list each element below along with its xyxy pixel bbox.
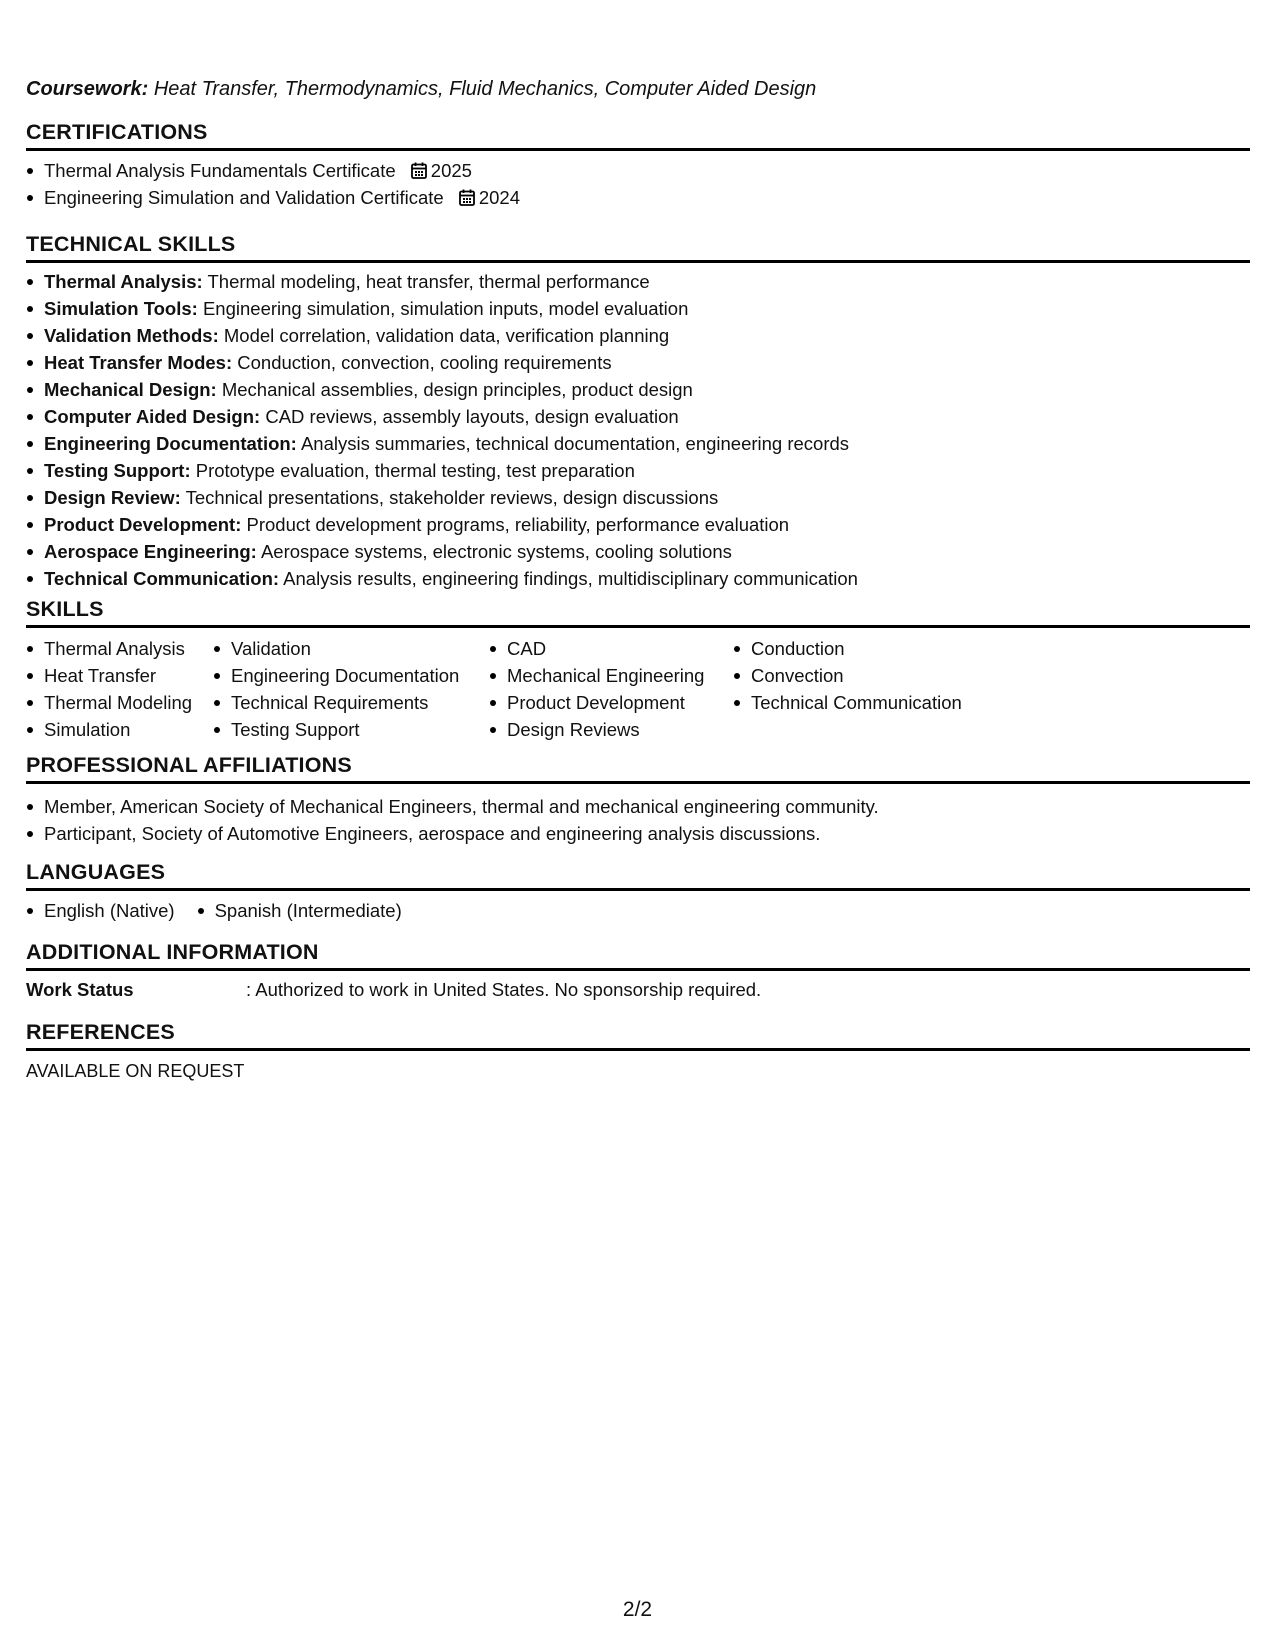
technical-skill-item [26, 268, 858, 295]
technical-skill-text: Analysis results, engineering findings, multidisciplinary communication [283, 568, 858, 589]
skills-column [26, 635, 192, 743]
technical-skill-item [26, 511, 858, 538]
certification-year: 2024 [478, 187, 520, 208]
skills-column [213, 635, 459, 743]
technical-skill-label: Heat Transfer Modes: [44, 352, 233, 373]
skill-item: Simulation [26, 716, 192, 743]
page-number: 2/2 [622, 1598, 653, 1621]
skill-item: Mechanical Engineering [489, 662, 704, 689]
affiliations-list [26, 793, 879, 847]
coursework-text: Heat Transfer, Thermodynamics, Fluid Mechanics, Computer Aided Design [153, 78, 817, 100]
certification-name: Thermal Analysis Fundamentals Certificate [44, 160, 396, 181]
work-status-value: : Authorized to work in United States. No sponsorship required. [246, 979, 762, 1000]
technical-skill-text: Conduction, convection, cooling requirements [237, 352, 612, 373]
technical-skill-text: Thermal modeling, heat transfer, thermal performance [207, 271, 650, 292]
technical-skills-list [26, 268, 858, 592]
technical-skill-text: CAD reviews, assembly layouts, design evaluation [265, 406, 679, 427]
certification-name: Engineering Simulation and Validation Certificate [44, 187, 444, 208]
calendar-icon [459, 186, 475, 213]
section-title-additional-information: ADDITIONAL INFORMATION [26, 940, 1250, 971]
technical-skill-label: Validation Methods: [44, 325, 219, 346]
coursework-line [26, 78, 816, 101]
technical-skill-item [26, 376, 858, 403]
technical-skill-text: Product development programs, reliability, performance evaluation [246, 514, 790, 535]
skills-column [733, 635, 962, 716]
skill-item: CAD [489, 635, 704, 662]
section-title-technical-skills: TECHNICAL SKILLS [26, 232, 1250, 263]
technical-skill-item [26, 349, 858, 376]
skill-item: Product Development [489, 689, 704, 716]
calendar-icon [411, 159, 427, 186]
skill-item: Thermal Analysis [26, 635, 192, 662]
skill-item: Heat Transfer [26, 662, 192, 689]
section-title-professional-affiliations: PROFESSIONAL AFFILIATIONS [26, 753, 1250, 784]
technical-skill-text: Aerospace systems, electronic systems, cooling solutions [260, 541, 732, 562]
languages-list [26, 900, 402, 922]
skill-item: Testing Support [213, 716, 459, 743]
skill-item: Convection [733, 662, 962, 689]
technical-skill-item [26, 484, 858, 511]
technical-skill-label: Computer Aided Design: [44, 406, 261, 427]
references-text: AVAILABLE ON REQUEST [26, 1061, 245, 1081]
skills-column [489, 635, 704, 743]
technical-skill-label: Technical Communication: [44, 568, 280, 589]
technical-skill-text: Analysis summaries, technical documentation, engineering records [300, 433, 850, 454]
technical-skill-label: Mechanical Design: [44, 379, 217, 400]
technical-skill-text: Mechanical assemblies, design principles, product design [221, 379, 693, 400]
section-title-languages: LANGUAGES [26, 860, 1250, 891]
technical-skill-text: Engineering simulation, simulation inputs, model evaluation [202, 298, 689, 319]
technical-skill-item [26, 322, 858, 349]
skill-item: Thermal Modeling [26, 689, 192, 716]
technical-skill-text: Technical presentations, stakeholder reviews, design discussions [185, 487, 719, 508]
certifications-list [26, 157, 520, 211]
language-item: Spanish (Intermediate) [197, 900, 402, 922]
skill-item: Conduction [733, 635, 962, 662]
technical-skill-item [26, 295, 858, 322]
skill-item: Validation [213, 635, 459, 662]
certification-item [26, 184, 520, 211]
skill-item: Design Reviews [489, 716, 704, 743]
skills-grid [26, 635, 1250, 745]
technical-skill-item [26, 403, 858, 430]
technical-skill-label: Testing Support: [44, 460, 191, 481]
section-title-certifications: CERTIFICATIONS [26, 120, 1250, 151]
skill-item: Technical Requirements [213, 689, 459, 716]
technical-skill-item [26, 457, 858, 484]
technical-skill-item [26, 565, 858, 592]
technical-skill-label: Thermal Analysis: [44, 271, 203, 292]
skill-item: Engineering Documentation [213, 662, 459, 689]
certification-item [26, 157, 520, 184]
affiliation-item: Member, American Society of Mechanical Engineers, thermal and mechanical engineering community. [26, 793, 879, 820]
section-title-skills: SKILLS [26, 597, 1250, 628]
work-status-label: Work Status [26, 979, 134, 1000]
skill-item: Technical Communication [733, 689, 962, 716]
technical-skill-label: Aerospace Engineering: [44, 541, 257, 562]
technical-skill-label: Product Development: [44, 514, 242, 535]
technical-skill-text: Model correlation, validation data, verification planning [223, 325, 670, 346]
technical-skill-item [26, 430, 858, 457]
technical-skill-item [26, 538, 858, 565]
language-item: English (Native) [26, 900, 175, 922]
coursework-label: Coursework: [26, 78, 149, 100]
technical-skill-text: Prototype evaluation, thermal testing, test preparation [195, 460, 635, 481]
technical-skill-label: Engineering Documentation: [44, 433, 297, 454]
technical-skill-label: Design Review: [44, 487, 181, 508]
technical-skill-label: Simulation Tools: [44, 298, 198, 319]
certification-year: 2025 [430, 160, 472, 181]
affiliation-item: Participant, Society of Automotive Engineers, aerospace and engineering analysis discussions. [26, 820, 879, 847]
section-title-references: REFERENCES [26, 1020, 1250, 1051]
work-status-row [26, 979, 761, 1001]
